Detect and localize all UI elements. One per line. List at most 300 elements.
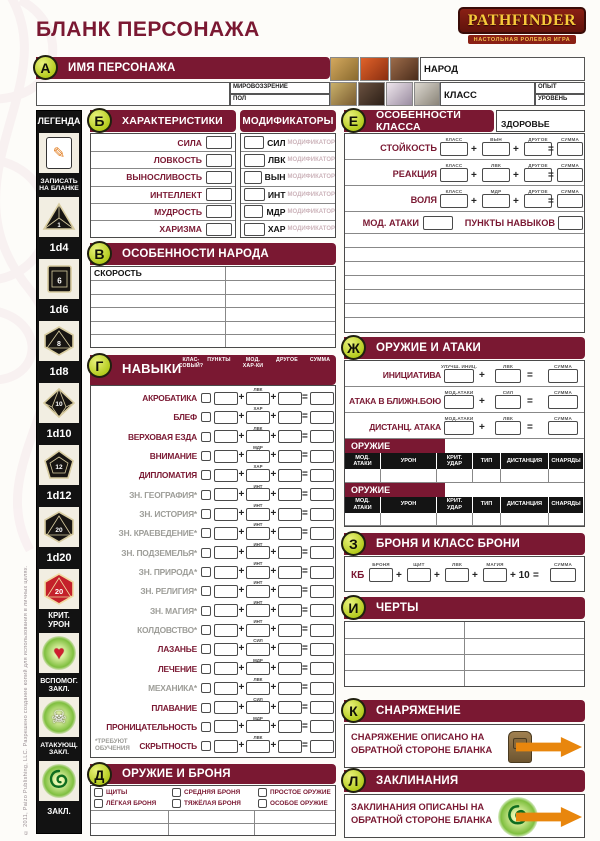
skill-mod-box[interactable]	[246, 411, 270, 424]
skill-mod-box[interactable]	[246, 392, 270, 405]
d20-die-icon	[39, 507, 79, 547]
skill-ability-abbr: МДР	[253, 715, 263, 721]
skill-ranks-box[interactable]	[214, 720, 238, 733]
ac-shield-box[interactable]	[407, 568, 431, 582]
class-skill-checkbox[interactable]	[201, 586, 211, 596]
health-label: ЗДОРОВЬЕ	[501, 119, 550, 129]
skill-total-box[interactable]	[310, 643, 334, 656]
ability-abbr: МДР	[266, 206, 286, 217]
critical-d20-die-icon	[39, 569, 79, 609]
skill-total-box[interactable]	[310, 430, 334, 443]
section-g-badge: Г	[87, 353, 112, 378]
class-skill-checkbox[interactable]	[201, 490, 211, 500]
ability-score-box[interactable]	[206, 171, 232, 184]
skill-ranks-box[interactable]	[214, 527, 238, 540]
gender-field[interactable]	[230, 94, 330, 106]
skill-ranks-box[interactable]	[214, 469, 238, 482]
section-b-header	[90, 110, 236, 132]
ability-mod-box[interactable]	[244, 223, 265, 236]
section-k-badge: К	[341, 698, 366, 723]
skill-other-box[interactable]	[278, 643, 302, 656]
table-row[interactable]	[345, 234, 584, 248]
skill-other-box[interactable]	[278, 411, 302, 424]
plus-sign: +	[396, 570, 402, 581]
save-label: РЕАКЦИЯ	[392, 169, 437, 179]
plus-sign: +	[238, 392, 245, 403]
ability-mod-box[interactable]	[244, 205, 263, 218]
section-a-title: ИМЯ ПЕРСОНАЖА	[68, 62, 176, 74]
skill-mod-box[interactable]	[246, 488, 270, 501]
legend-label: ВСПОМОГ. ЗАКЛ.	[40, 676, 78, 693]
ability-score-box[interactable]	[206, 136, 232, 149]
skill-total-box[interactable]	[310, 740, 334, 753]
skill-ability-abbr: ЛВК	[253, 677, 263, 683]
skill-mod-box[interactable]	[246, 527, 270, 540]
equals-sign: =	[302, 411, 308, 423]
skill-ability-abbr: ИНТ	[253, 561, 263, 567]
skill-total-box[interactable]	[310, 566, 334, 579]
skill-other-box[interactable]	[278, 566, 302, 579]
table-row[interactable]	[345, 276, 584, 290]
section-k-title: СНАРЯЖЕНИЕ	[376, 705, 461, 717]
box-caption: СИЛ	[502, 389, 514, 395]
skill-mod-box[interactable]	[246, 508, 270, 521]
save-total-box[interactable]	[557, 194, 583, 208]
proficiency-checkbox[interactable]	[258, 799, 267, 808]
skill-ranks-box[interactable]	[214, 662, 238, 675]
table-row[interactable]	[345, 304, 584, 318]
skill-total-box[interactable]	[310, 469, 334, 482]
class-skill-checkbox[interactable]	[201, 451, 211, 461]
skill-mod-box[interactable]	[246, 720, 270, 733]
class-skill-checkbox[interactable]	[201, 567, 211, 577]
skill-total-box[interactable]	[310, 392, 334, 405]
class-skill-checkbox[interactable]	[201, 548, 211, 558]
proficiency-checkbox[interactable]	[94, 799, 103, 808]
alignment-field[interactable]	[230, 82, 330, 94]
skill-other-box[interactable]	[278, 430, 302, 443]
ability-score-box[interactable]	[206, 154, 232, 167]
attack-skillpoints-row	[345, 212, 584, 234]
d4-die-icon	[39, 197, 79, 237]
skill-total-box[interactable]	[310, 624, 334, 637]
skill-total-box[interactable]	[310, 488, 334, 501]
skill-row	[91, 659, 335, 678]
box-caption: ЛВК	[503, 363, 513, 369]
skill-ranks-box[interactable]	[214, 701, 238, 714]
ability-mod-box[interactable]	[244, 188, 265, 201]
proficiency-item	[172, 799, 258, 808]
ability-score-box[interactable]	[206, 188, 232, 201]
skill-total-box[interactable]	[310, 546, 334, 559]
level-field[interactable]	[535, 94, 585, 106]
skill-mod-box[interactable]	[246, 450, 270, 463]
attack-calc-label: ИНИЦИАТИВА	[382, 370, 441, 380]
skill-ranks-box[interactable]	[214, 604, 238, 617]
equals-sign: =	[302, 682, 308, 694]
plus-sign: +	[513, 196, 519, 207]
skill-total-box[interactable]	[310, 527, 334, 540]
ac-total-box[interactable]	[550, 568, 576, 582]
skill-row	[91, 639, 335, 658]
modifier-ghost-label: МОДИФИКАТОР	[287, 208, 335, 215]
section-k-header	[344, 700, 585, 722]
class-skill-checkbox[interactable]	[201, 412, 211, 422]
skill-row	[91, 698, 335, 717]
legend-label: ЗАКЛ.	[47, 806, 71, 816]
svg-text:20: 20	[54, 587, 64, 596]
ac-magic-box[interactable]	[483, 568, 507, 582]
skill-mod-box[interactable]	[246, 604, 270, 617]
legend-label: 1d4	[49, 241, 69, 254]
section-l-header	[344, 770, 585, 792]
skill-other-box[interactable]	[278, 469, 302, 482]
proficiency-checkbox[interactable]	[94, 788, 103, 797]
class-skill-checkbox[interactable]	[201, 741, 211, 751]
section-v-header	[90, 243, 336, 265]
skill-label: ЗН. МАГИЯ*	[149, 605, 197, 616]
race-field[interactable]	[420, 57, 585, 81]
class-skill-checkbox[interactable]	[201, 664, 211, 674]
skill-other-box[interactable]	[278, 720, 302, 733]
proficiency-checkbox[interactable]	[172, 799, 181, 808]
table-row[interactable]	[91, 810, 335, 823]
save-ability-box[interactable]	[482, 194, 510, 208]
section-z-title: БРОНЯ И КЛАСС БРОНИ	[376, 538, 520, 550]
skill-ranks-box[interactable]	[214, 508, 238, 521]
class-skill-checkbox[interactable]	[201, 644, 211, 654]
class-skill-checkbox[interactable]	[201, 470, 211, 480]
table-row[interactable]	[345, 670, 584, 686]
table-row[interactable]	[345, 638, 584, 654]
class-skill-checkbox[interactable]	[201, 683, 211, 693]
attack-ability-box[interactable]	[495, 395, 521, 409]
skill-points-box[interactable]	[558, 216, 583, 230]
skill-other-box[interactable]	[278, 701, 302, 714]
svg-text:6: 6	[57, 276, 62, 286]
table-row[interactable]	[345, 262, 584, 276]
skill-other-box[interactable]	[278, 488, 302, 501]
spell-spiral-icon	[39, 761, 79, 801]
skill-row	[91, 446, 335, 465]
attack-calc-label: ДИСТАНЦ. АТАКА	[369, 422, 441, 432]
skill-ability-abbr: ЛВК	[253, 735, 263, 741]
legend-label: 1d6	[49, 303, 69, 316]
attack-mod-box[interactable]	[423, 216, 453, 230]
skill-ranks-box[interactable]	[214, 546, 238, 559]
box-caption: БРОНЯ	[372, 562, 390, 567]
box-caption: ЛВК	[491, 162, 501, 168]
attack-ability-box[interactable]	[495, 421, 521, 435]
proficiency-checkbox[interactable]	[172, 788, 181, 797]
table-row[interactable]	[91, 280, 335, 293]
ability-row	[91, 203, 235, 220]
legend-label: 1d8	[49, 365, 69, 378]
legend-label: КРИТ. УРОН	[48, 611, 70, 629]
skill-total-box[interactable]	[310, 411, 334, 424]
pathfinder-logo	[458, 7, 586, 44]
plus-sign: +	[471, 144, 477, 155]
plus-sign: +	[238, 469, 245, 481]
plus-sign: +	[238, 488, 245, 500]
skill-mod-box[interactable]	[246, 662, 270, 675]
plus-sign: +	[479, 396, 485, 407]
skill-ranks-box[interactable]	[214, 430, 238, 443]
skill-other-box[interactable]	[278, 604, 302, 617]
box-caption: КЛАСС	[445, 136, 463, 142]
character-name-field[interactable]	[36, 82, 230, 106]
skill-mod-box[interactable]	[246, 624, 270, 637]
ability-mod-box[interactable]	[244, 171, 262, 184]
table-row[interactable]	[345, 654, 584, 670]
skill-other-box[interactable]	[278, 450, 302, 463]
skill-other-box[interactable]	[278, 682, 302, 695]
box-caption: СУММА	[553, 562, 573, 567]
skill-total-box[interactable]	[310, 585, 334, 598]
skill-other-box[interactable]	[278, 527, 302, 540]
skill-mod-box[interactable]	[246, 682, 270, 695]
skill-ability-abbr: ЛВК	[253, 425, 263, 431]
class-skill-checkbox[interactable]	[201, 509, 211, 519]
section-equipment	[344, 700, 585, 768]
ability-mod-box[interactable]	[244, 136, 264, 149]
class-label: КЛАСС	[444, 90, 477, 101]
equals-sign: =	[302, 488, 308, 500]
plus-sign: +	[238, 527, 245, 539]
table-row[interactable]	[91, 334, 335, 347]
modifier-row	[241, 168, 335, 185]
section-abilities	[90, 110, 336, 238]
class-skill-checkbox[interactable]	[201, 606, 211, 616]
skill-row	[91, 504, 335, 523]
skill-total-box[interactable]	[310, 662, 334, 675]
attack-base-box[interactable]	[444, 421, 474, 435]
skill-ranks-box[interactable]	[214, 585, 238, 598]
class-skill-checkbox[interactable]	[201, 703, 211, 713]
skill-total-box[interactable]	[310, 682, 334, 695]
equals-sign: =	[302, 469, 308, 481]
skill-ranks-box[interactable]	[214, 392, 238, 405]
character-portrait	[390, 57, 419, 81]
section-b-title: ХАРАКТЕРИСТИКИ	[122, 115, 223, 127]
skill-total-box[interactable]	[310, 450, 334, 463]
plus-sign: +	[270, 604, 277, 616]
experience-field[interactable]	[535, 82, 585, 94]
skill-label: АКРОБАТИКА	[142, 393, 197, 403]
save-ability-box[interactable]	[482, 142, 510, 156]
attack-total-box[interactable]	[548, 421, 578, 435]
table-row[interactable]	[91, 321, 335, 334]
plus-sign: +	[270, 527, 277, 539]
section-l-title: ЗАКЛИНАНИЯ	[376, 775, 459, 787]
skill-mod-box[interactable]	[246, 469, 270, 482]
skill-label: ПЛАВАНИЕ	[151, 702, 197, 713]
equals-sign: =	[302, 450, 308, 462]
section-spells	[344, 770, 585, 838]
trained-only-footnote: *ТРЕБУЮТ ОБУЧЕНИЯ	[95, 737, 130, 753]
class-skill-checkbox[interactable]	[201, 625, 211, 635]
skill-ranks-box[interactable]	[214, 643, 238, 656]
skill-total-box[interactable]	[310, 701, 334, 714]
box-caption: СУММА	[553, 363, 573, 369]
skill-mod-box[interactable]	[246, 430, 270, 443]
modifier-row	[241, 203, 335, 220]
skill-total-box[interactable]	[310, 720, 334, 733]
skill-row	[91, 581, 335, 600]
skill-ability-abbr: ИНТ	[253, 619, 263, 625]
section-weapons-attacks	[344, 337, 585, 527]
skill-row	[91, 407, 335, 426]
save-label: ВОЛЯ	[410, 195, 437, 205]
modifier-row	[241, 151, 335, 168]
proficiency-checkbox[interactable]	[258, 788, 267, 797]
save-total-box[interactable]	[557, 168, 583, 182]
skill-other-box[interactable]	[278, 624, 302, 637]
skill-mod-box[interactable]	[246, 585, 270, 598]
table-row[interactable]	[91, 267, 335, 280]
table-row[interactable]	[91, 823, 335, 836]
ability-label: ХАРИЗМА	[159, 224, 202, 235]
skill-ranks-box[interactable]	[214, 682, 238, 695]
box-caption: ЩИТ	[413, 562, 425, 567]
plus-sign: +	[270, 488, 277, 500]
skill-ranks-box[interactable]	[214, 450, 238, 463]
skill-other-box[interactable]	[278, 392, 302, 405]
skill-row	[91, 717, 335, 736]
modifier-row	[241, 134, 335, 151]
plus-sign: +	[513, 144, 519, 155]
ability-mod-box[interactable]	[244, 154, 265, 167]
svg-text:20: 20	[55, 527, 63, 534]
box-caption: СУММА	[553, 415, 573, 421]
skill-mod-box[interactable]	[246, 701, 270, 714]
attack-base-box[interactable]	[444, 369, 474, 383]
skill-other-box[interactable]	[278, 546, 302, 559]
plus-sign: +	[238, 720, 245, 732]
modifier-ghost-label: МОДИФИКАТОР	[287, 226, 335, 233]
save-label: СТОЙКОСТЬ	[380, 143, 437, 153]
proficiency-label: ЛЁГКАЯ БРОНЯ	[106, 800, 157, 807]
skill-ranks-box[interactable]	[214, 488, 238, 501]
table-row[interactable]	[345, 290, 584, 304]
equals-sign: =	[548, 170, 554, 181]
ability-score-box[interactable]	[206, 223, 232, 236]
weapon-column-headers: МОД. АТАКИ УРОН КРИТ. УДАР ТИП ДИСТАНЦИЯ СНАРЯДЫ	[345, 497, 584, 513]
attack-ability-box[interactable]	[495, 369, 521, 383]
class-skill-checkbox[interactable]	[201, 528, 211, 538]
skill-ranks-box[interactable]	[214, 411, 238, 424]
box-caption: ДРУГОЕ	[528, 162, 548, 168]
table-row[interactable]	[345, 318, 584, 332]
class-field[interactable]	[440, 82, 535, 106]
ability-score-box[interactable]	[206, 205, 232, 218]
table-row[interactable]	[91, 307, 335, 320]
skill-mod-box[interactable]	[246, 643, 270, 656]
section-zh-header	[344, 337, 585, 359]
skill-label: ЗН. КРАЕВЕДЕНИЕ*	[118, 528, 197, 539]
equals-sign: =	[302, 643, 308, 655]
save-class-box[interactable]	[440, 168, 468, 182]
skill-mod-box[interactable]	[246, 546, 270, 559]
section-e-badge: Е	[341, 108, 366, 133]
skill-other-box[interactable]	[278, 585, 302, 598]
plus-sign: +	[270, 740, 277, 752]
plus-sign: +	[472, 570, 478, 581]
weapon-block-title: ОРУЖИЕ	[345, 439, 445, 453]
modifier-ghost-label: МОДИФИКАТОР	[287, 157, 335, 164]
box-caption: КЛАСС	[445, 188, 463, 194]
legend-title: ЛЕГЕНДА	[37, 116, 81, 127]
skill-mod-box[interactable]	[246, 566, 270, 579]
section-z-badge: З	[341, 531, 366, 556]
table-row[interactable]	[91, 294, 335, 307]
ac-dex-box[interactable]	[445, 568, 469, 582]
table-row[interactable]	[345, 248, 584, 262]
section-weapon-armor-proficiency	[90, 764, 336, 836]
save-ability-box[interactable]	[482, 168, 510, 182]
weapon-entry-row[interactable]	[345, 513, 584, 527]
class-skill-checkbox[interactable]	[201, 722, 211, 732]
skill-label: ВНИМАНИЕ	[149, 451, 197, 462]
save-total-box[interactable]	[557, 142, 583, 156]
class-skill-checkbox[interactable]	[201, 393, 211, 403]
class-skill-checkbox[interactable]	[201, 432, 211, 442]
equals-sign: =	[302, 392, 308, 403]
skill-other-box[interactable]	[278, 662, 302, 675]
section-l-badge: Л	[341, 768, 366, 793]
skill-label: БЛЕФ	[173, 412, 197, 423]
plus-sign: +	[434, 570, 440, 581]
ability-row	[91, 151, 235, 168]
skill-other-box[interactable]	[278, 740, 302, 753]
weapon-entry-row[interactable]	[345, 469, 584, 483]
skill-ranks-box[interactable]	[214, 566, 238, 579]
skill-ranks-box[interactable]	[214, 624, 238, 637]
save-class-box[interactable]	[440, 142, 468, 156]
character-portrait	[414, 82, 440, 106]
attack-calc-table	[345, 361, 584, 439]
section-g-title: НАВЫКИ	[122, 361, 182, 376]
ac-armor-box[interactable]	[369, 568, 393, 582]
skill-row	[91, 678, 335, 697]
save-class-box[interactable]	[440, 194, 468, 208]
box-caption: МОД.АТАКИ	[444, 389, 474, 395]
page-title: БЛАНК ПЕРСОНАЖА	[36, 18, 260, 41]
skill-row	[91, 523, 335, 542]
skill-label: ЗН. ГЕОГРАФИЯ*	[129, 489, 197, 500]
plus-sign: +	[471, 196, 477, 207]
d6-die-icon	[39, 259, 79, 299]
save-row	[345, 186, 584, 212]
table-row[interactable]	[345, 622, 584, 638]
modifiers-header	[240, 110, 336, 132]
health-field[interactable]	[496, 110, 585, 132]
skill-total-box[interactable]	[310, 508, 334, 521]
box-caption: МОД.АТАКИ	[444, 415, 474, 421]
skill-ranks-box[interactable]	[214, 740, 238, 753]
skill-other-box[interactable]	[278, 508, 302, 521]
proficiency-item	[172, 788, 258, 797]
skill-total-box[interactable]	[310, 604, 334, 617]
attack-total-box[interactable]	[548, 395, 578, 409]
skill-mod-box[interactable]	[246, 740, 270, 753]
attack-base-box[interactable]	[444, 395, 474, 409]
ability-label: ЛОВКОСТЬ	[153, 155, 202, 166]
character-portrait	[358, 82, 385, 106]
modifier-row	[241, 220, 335, 237]
attack-total-box[interactable]	[548, 369, 578, 383]
weapon-block-title: ОРУЖИЕ	[345, 483, 445, 497]
